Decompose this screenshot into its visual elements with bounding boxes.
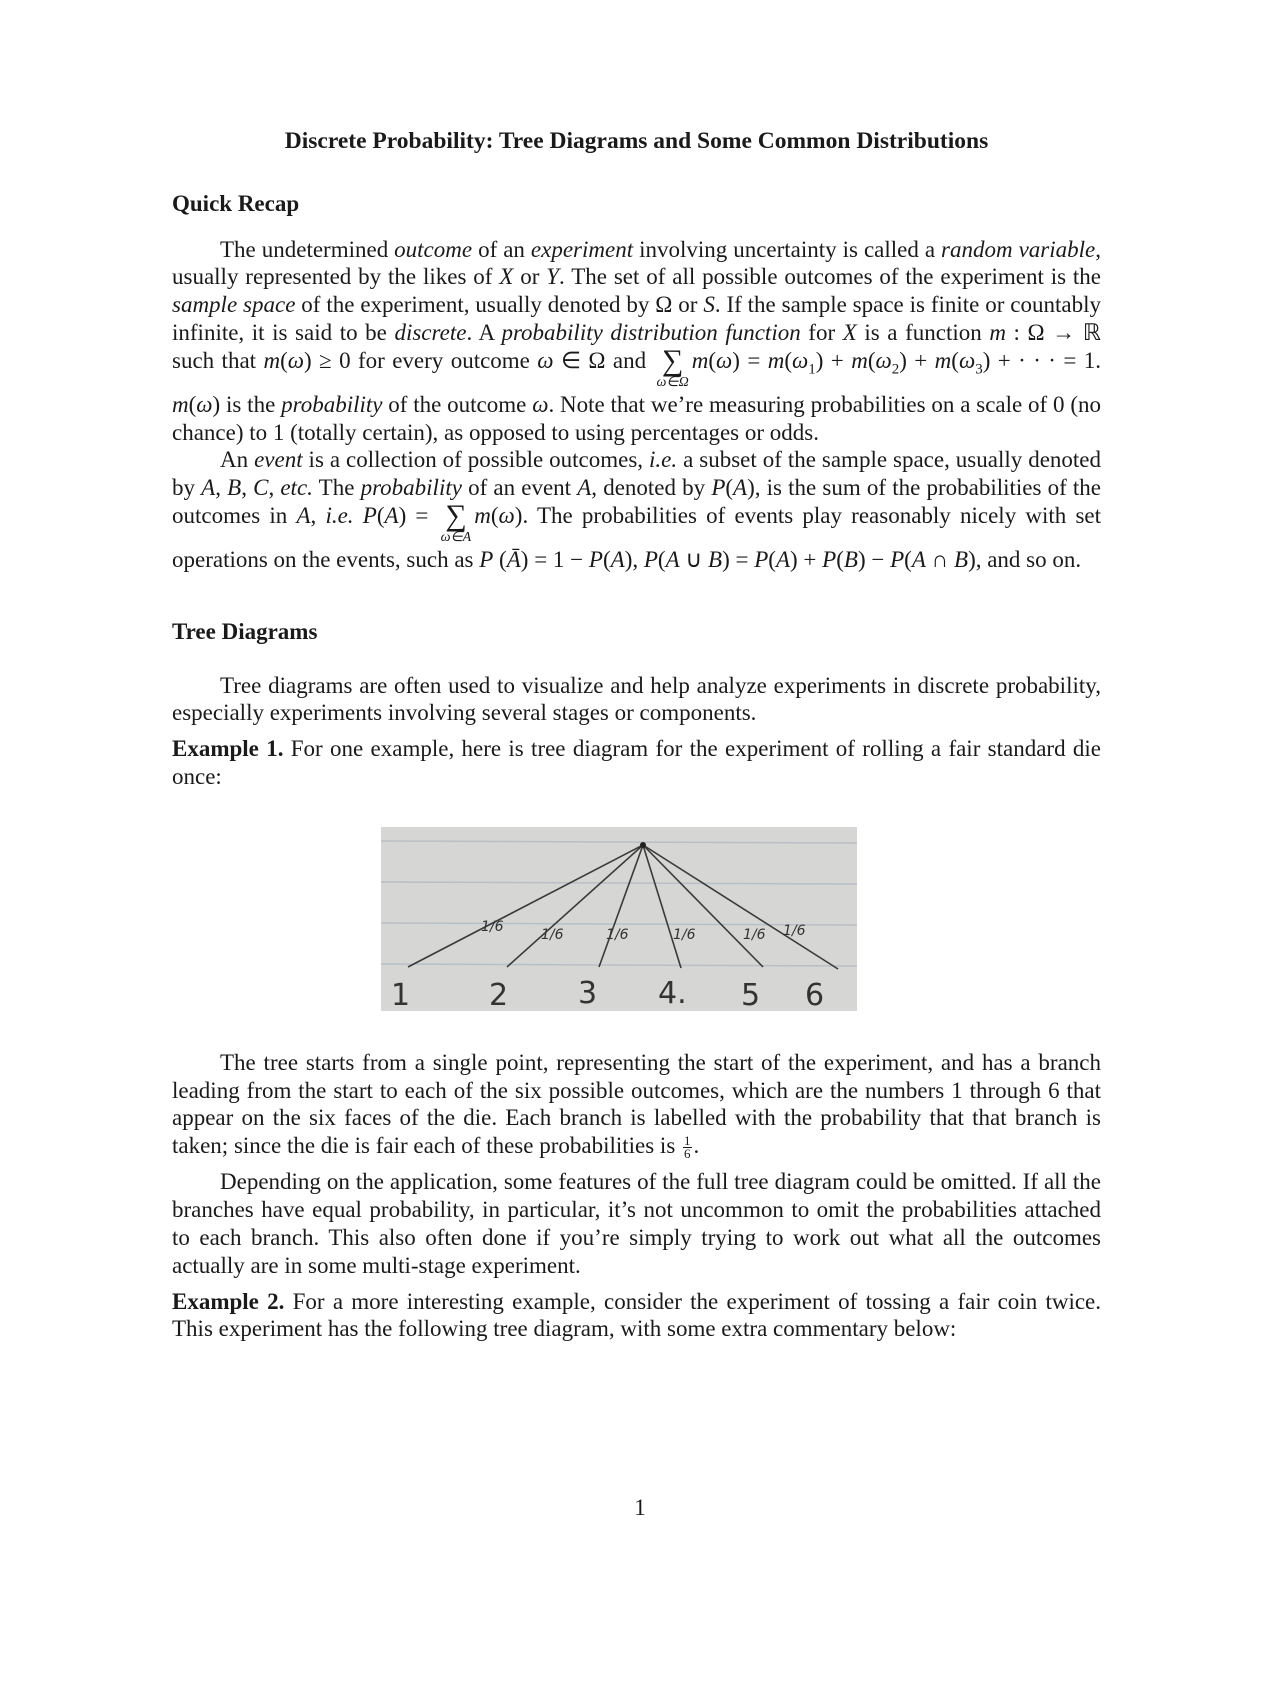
italic-run: P	[754, 546, 769, 572]
text-run: , denoted by	[591, 475, 712, 501]
text-run: (	[188, 391, 197, 417]
italic-run: etc.	[280, 475, 313, 501]
paper-background	[381, 827, 857, 1011]
italic-run: m	[989, 319, 1006, 345]
text-run: An	[220, 447, 255, 473]
italic-run: B	[843, 546, 858, 572]
text-run: Depending on the application, some features of the full tree diagram could be omitted. If all the branches have equal probability, in particular, it’s not uncommon to omit the probabilities attached to each branch. This also often done if you’re simply trying to work out what all the outcomes actually are in some multi-stage experiment.	[172, 1169, 1101, 1278]
text-run: ,	[268, 475, 281, 501]
italic-run: m	[474, 502, 491, 528]
text-run: involving uncertainty is called a	[633, 236, 942, 262]
text-run: The	[312, 475, 361, 501]
bold-run: Example 1.	[172, 736, 284, 762]
text-run: (	[951, 347, 959, 373]
document-title: Discrete Probability: Tree Diagrams and Some Common Distributions	[284, 128, 989, 154]
section-heading-quick-recap: Quick Recap	[172, 190, 300, 216]
italic-run: X	[842, 319, 857, 345]
text-run: ∈ Ω and	[553, 347, 654, 373]
branch-probability-label: 1/6	[481, 918, 504, 935]
text-run: ∩	[925, 546, 954, 572]
outcome-label: 2	[489, 977, 509, 1011]
text-run: ∪	[679, 546, 708, 572]
paragraph	[172, 446, 1101, 573]
text-run: of an	[472, 236, 531, 262]
italic-run: A	[665, 546, 680, 572]
text-run: ,	[241, 475, 254, 501]
text-run: . Note that we’re measuring probabilities on a scale of 0 (no chance) to 1 (totally certain), as opposed to using percentages or odds.	[172, 391, 1101, 445]
italic-run: A	[775, 546, 790, 572]
subscript: 1	[808, 361, 816, 378]
subscript: 2	[891, 361, 900, 378]
summation-index: ω∈Ω	[656, 374, 689, 390]
italic-run: ω	[498, 502, 515, 528]
branch-probability-label: 1/6	[743, 926, 766, 943]
text-run: is a function	[856, 319, 990, 345]
italic-run: P	[822, 546, 837, 572]
italic-run: i.e.	[325, 502, 354, 528]
bold-run: Example 2.	[172, 1288, 285, 1314]
text-run: (	[708, 347, 717, 373]
summation-index: ω∈A	[440, 529, 472, 545]
italic-run: P	[890, 546, 905, 572]
text-run: ,	[215, 475, 228, 501]
text-run: (	[725, 475, 734, 501]
italic-run: m	[263, 347, 281, 373]
text-run: . A	[466, 319, 502, 345]
italic-run: random variable	[941, 236, 1096, 262]
outcome-label: 3	[578, 975, 598, 1011]
text-run: .	[693, 1133, 700, 1159]
text-run: of the outcome	[382, 391, 533, 417]
italic-run: P	[479, 546, 494, 572]
outcome-label: 1	[391, 977, 411, 1011]
text-run: ) =	[732, 347, 768, 373]
section-heading-tree-diagrams: Tree Diagrams	[172, 618, 318, 644]
italic-run: ω	[875, 347, 892, 373]
italic-run: B	[227, 475, 242, 501]
italic-run: A	[384, 502, 399, 528]
italic-run: m	[172, 391, 189, 417]
italic-run: i.e.	[649, 447, 678, 473]
text-run: For one example, here is tree diagram for the experiment of rolling a fair standard die once:	[172, 736, 1101, 789]
paragraph	[172, 672, 1101, 728]
text-run: of the experiment, usually denoted by Ω or	[295, 292, 704, 318]
denominator: 6	[684, 1146, 691, 1162]
text-run: ) =	[722, 546, 755, 572]
text-run: (	[280, 347, 288, 373]
italic-run: ω	[958, 347, 976, 373]
outcome-label: 4.	[658, 975, 687, 1011]
italic-run: experiment	[530, 236, 634, 262]
italic-run: m	[691, 347, 709, 373]
italic-run: m	[767, 347, 785, 373]
text-run: (	[657, 546, 666, 572]
italic-run: m	[851, 347, 868, 373]
branch-probability-label: 1/6	[541, 926, 564, 943]
text-run: . The set of all possible outcomes of the experiment is the	[559, 264, 1101, 290]
text-run: or	[513, 264, 547, 290]
italic-run: P	[588, 546, 603, 572]
italic-run: ω	[196, 391, 213, 417]
outcome-label: 6	[805, 977, 825, 1011]
branch-probability-label: 1/6	[606, 926, 629, 943]
text-run: The undetermined	[220, 236, 395, 262]
italic-run: A	[911, 546, 926, 572]
italic-run: P	[711, 475, 726, 501]
sigma-symbol: ∑	[445, 498, 467, 532]
italic-run: A	[296, 502, 311, 528]
italic-run: P	[643, 546, 658, 572]
text-run: For a more interesting example, consider the experiment of tossing a fair coin twice. This experiment has the following tree diagram, with some extra commentary below:	[172, 1288, 1101, 1342]
text-run: (	[768, 546, 776, 572]
text-run: for	[800, 319, 843, 345]
italic-run: P	[362, 502, 377, 528]
italic-run: ω	[792, 347, 809, 373]
text-run: (	[784, 347, 792, 373]
text-run: ) +	[815, 347, 852, 373]
italic-run: sample space	[172, 292, 296, 318]
text-run: (	[602, 546, 611, 572]
text-run: : Ω → ℝ such that	[172, 319, 1101, 373]
italic-run: ω	[537, 347, 554, 373]
italic-run: A	[577, 475, 592, 501]
italic-run: Ā	[506, 546, 521, 572]
italic-run: outcome	[394, 236, 473, 262]
text-run: ) = 1 −	[520, 546, 589, 572]
italic-run: B	[954, 546, 969, 572]
text-run: ) =	[398, 502, 438, 528]
italic-run: A	[610, 546, 625, 572]
italic-run: A	[201, 475, 216, 501]
text-run: is a collection of possible outcomes,	[302, 447, 650, 473]
text-run: ), and so on.	[968, 546, 1082, 572]
italic-run: ω	[287, 347, 304, 373]
italic-run: ω	[716, 347, 733, 373]
italic-run: probability distribution function	[501, 319, 801, 345]
document-page	[172, 128, 1101, 1343]
text-run	[354, 503, 363, 528]
italic-run: ω	[532, 391, 549, 417]
text-run: a subset of the sample space, usually denoted by	[172, 447, 1101, 501]
text-run: The tree starts from a single point, representing the start of the experiment, and has a branch leading from the start to each of the six possible outcomes, which are the numbers 1 through 6 that appear on the six faces of the die. Each branch is labelled with the probability that that branch is taken; since the die is fair each of these probabilities is	[172, 1049, 1101, 1159]
text-run: (	[376, 502, 385, 528]
text-run: ). The probabilities of events play reasonably nicely with set operations on the events, such as	[172, 502, 1102, 572]
italic-run: discrete	[394, 319, 467, 345]
italic-run: Y	[546, 264, 560, 290]
branch-probability-label: 1/6	[783, 922, 806, 939]
example-2-paragraph	[172, 1288, 1101, 1344]
text-run: ),	[624, 546, 644, 572]
summation	[656, 343, 689, 391]
text-run: , usually represented by the likes of	[172, 236, 1101, 290]
page-number: 1	[634, 1495, 646, 1520]
text-run: (	[904, 546, 912, 572]
italic-run: m	[934, 347, 952, 373]
text-run: ) +	[790, 546, 823, 572]
fraction	[683, 1135, 692, 1160]
text-run: ) ≥ 0 for every outcome	[304, 347, 538, 373]
italic-run: event	[254, 447, 303, 473]
paragraph	[172, 1168, 1101, 1279]
paragraph	[172, 236, 1101, 447]
outcome-label: 5	[741, 977, 761, 1011]
text-run: . If the sample space is finite or countably infinite, it is said to be	[172, 292, 1102, 345]
italic-run: X	[499, 264, 514, 290]
numerator: 1	[684, 1133, 691, 1149]
italic-run: probability	[360, 475, 462, 501]
text-run: ) + · · · = 1.	[982, 347, 1101, 373]
text-run: (	[836, 546, 844, 572]
text-run: ) −	[857, 546, 891, 572]
text-run: ), is the sum of the probabilities of the outcomes in	[172, 475, 1102, 528]
text-run: Tree diagrams are often used to visualize and help analyze experiments in discrete probability, especially experiments involving several stages or components.	[172, 672, 1101, 726]
italic-run: A	[733, 475, 748, 501]
italic-run: B	[708, 546, 723, 572]
root-node	[640, 842, 646, 848]
italic-run: C	[253, 475, 269, 501]
die-tree-diagram-photo	[381, 827, 857, 1011]
example-1-paragraph	[172, 735, 1101, 791]
sigma-symbol: ∑	[661, 343, 684, 377]
summation	[440, 498, 472, 546]
text-run: (	[490, 502, 499, 528]
paragraph	[172, 1049, 1101, 1161]
italic-run: probability	[281, 391, 383, 417]
text-run: ) +	[899, 347, 935, 373]
text-run: of an event	[461, 475, 578, 501]
text-run: ) is the	[212, 391, 282, 417]
text-run: (	[493, 546, 507, 572]
italic-run: S	[703, 292, 715, 318]
text-run: ,	[310, 502, 326, 528]
subscript: 3	[975, 361, 983, 378]
branch-probability-label: 1/6	[673, 926, 696, 943]
text-run: (	[867, 347, 876, 373]
